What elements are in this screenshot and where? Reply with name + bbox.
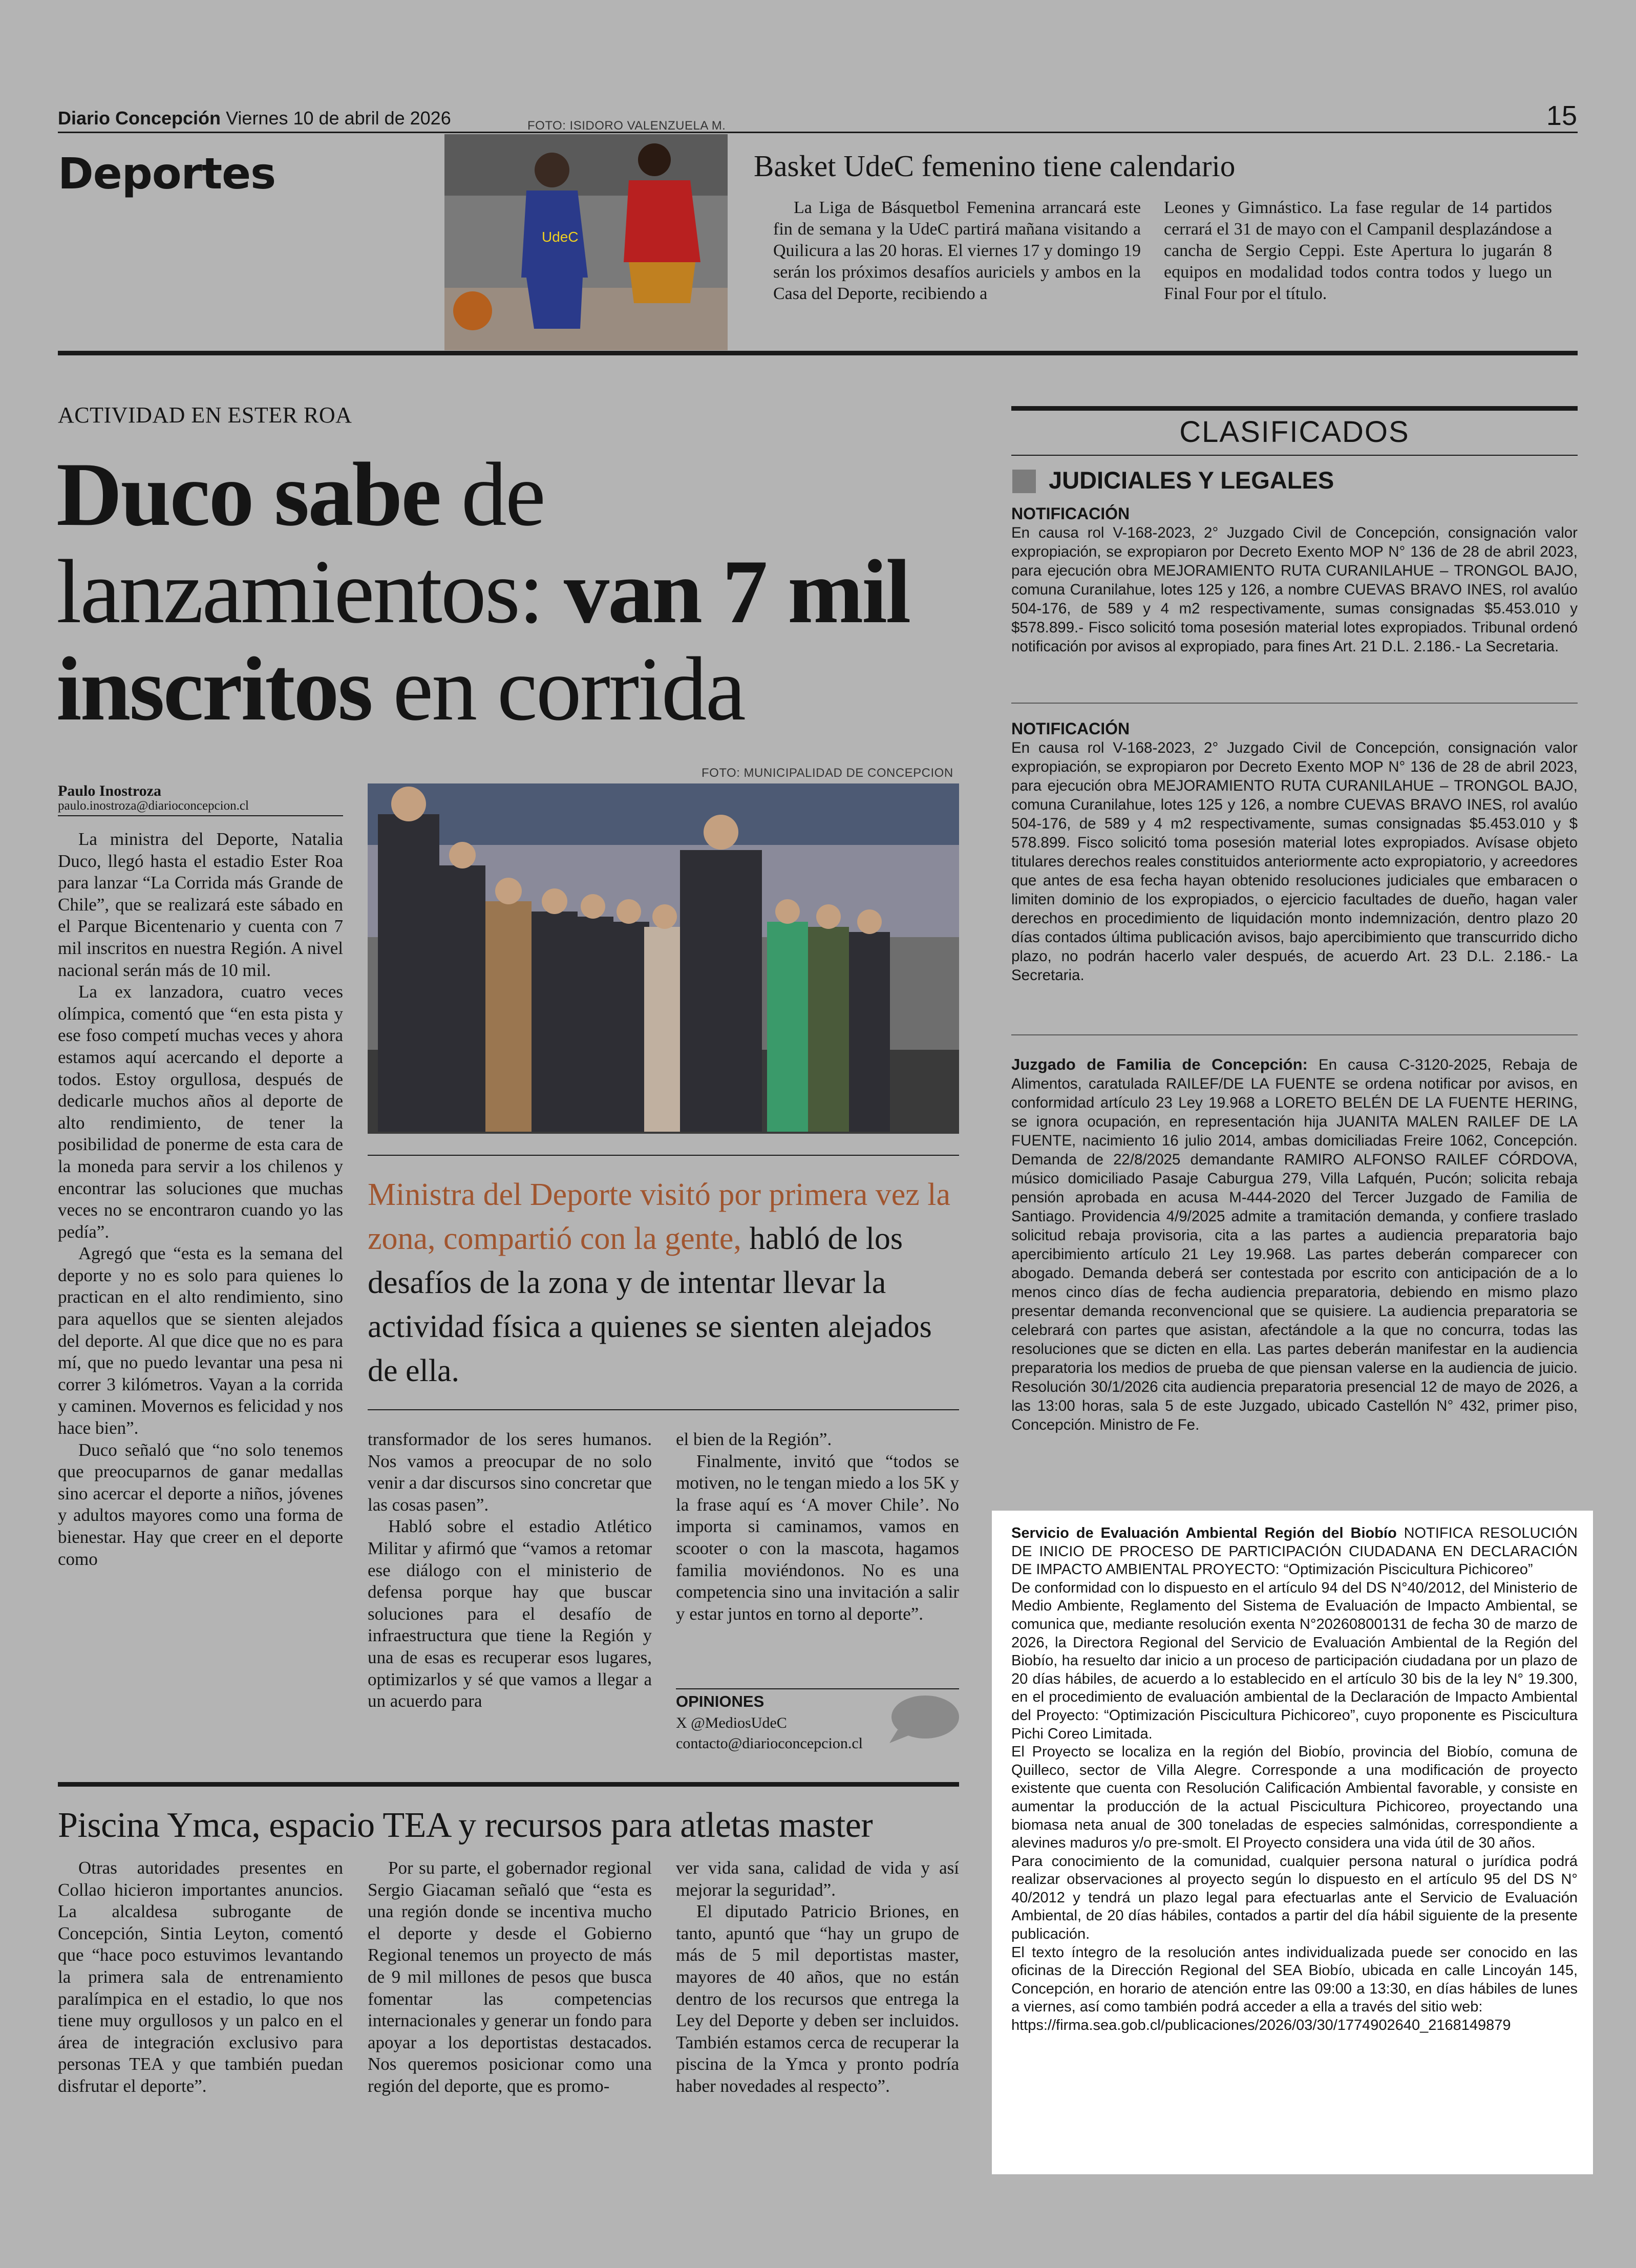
notice-2-rule [1011,1034,1578,1035]
pullquote-accent: Ministra del Deporte visitó por primera vez la zona, compartió con la gente, [368,1177,951,1256]
second-story-col1: Otras autoridades presentes en Collao hicieron importantes anuncios. La alcaldesa subrogante de Concepción, Sintia Leyton, comentó que “hace poco estuvimos levantando la primera sala de entrenamiento paralímpica en el estadio, lo que nos tiene muy orgullosos y un palco en el área de integración exclusivo para personas TEA y que también puedan disfrutar el deporte”. [58,1858,343,2096]
main-photo-credit: FOTO: MUNICIPALIDAD DE CONCEPCION [702,766,953,780]
notice-3 [1011,1055,1578,1434]
top-story-title: Basket UdeC femenino tiene calendario [754,149,1236,183]
notice-4-url[interactable]: https://firma.sea.gob.cl/publicaciones/2026/03/30/1774902640_2168149879 [1011,2017,1511,2034]
notice-4-p4: El texto íntegro de la resolución antes individualizada puede ser conocido en las oficinas de la Dirección Regional del SEA Biobío, ubicada en calle Lincoyán 145, Concepción, en horario de atención entre las 09:00 a 13:30, en días hábiles de lunes a viernes, así como también podrá acceder a ella a través del sitio web: [1011,1944,1578,2016]
issue-date: Viernes 10 de abril de 2026 [226,108,451,129]
author-rule [58,815,343,816]
second-story-col2: Por su parte, el gobernador regional Sergio Giacaman señaló que “esta es una región donde se incentiva mucho el deporte y desde el Gobierno Regional tenemos un proyecto de más de 9 mil millones de pesos que busca fomentar las competencias internacionales y generar un fondo para apoyar a los deportistas destacados. Nos queremos posicionar como una región del deporte, que es promo- [368,1858,652,2096]
opinions-label: OPINIONES [676,1692,764,1710]
top-story-col1: La Liga de Básquetbol Femenina arrancará este fin de semana y la UdeC partirá mañana visitando a Quilicura a las 20 horas. El viernes 17 y domingo 19 serán los próximos desafíos auriciels y ambos en la Casa del Deporte, recibiendo a [773,198,1141,303]
page-number: 15 [1546,100,1577,131]
header-rule [58,132,1578,133]
section-title: Deportes [58,149,276,199]
notice-1-body: En causa rol V-168-2023, 2° Juzgado Civil de Concepción, consignación valor expropiación, se expropiaron por Decreto Exento MOP N° 136 de 28 de abril 2023, para ejecución obra MEJORAMIENTO RUTA CURANILAHUE – TRONGOL BAJO, comuna Curanilahue, lotes 125 y 126, a nombre CUEVAS BRAVO INES, rol avalúo 504-176, de 589 y 4 m2 respectivamente, sumas consignadas $5.453.010 y $578.899.- Fisco solicitó toma posesión material lotes expropiados. Tribunal ordenó notificación por avisos al expropiado, para fines Art. 21 D.L. 2.186.- La Secretaria. [1011,524,1578,655]
press-event-photo [368,783,959,1134]
second-story-rule [58,1782,959,1787]
notice-1 [1011,504,1578,656]
second-headline: Piscina Ymca, espacio TEA y recursos para atletas master [58,1806,873,1845]
category-square-icon [1012,470,1036,493]
notice-2-body: En causa rol V-168-2023, 2° Juzgado Civil de Concepción, consignación valor expropiación, se expropiaron por Decreto Exento MOP N° 136 de 28 de abril 2023, para ejecución obra MEJORAMIENTO RUTA CURANILAHUE – TRONGOL BAJO, comuna Curanilahue, lotes 125 y 126, a nombre CUEVAS BRAVO INES, rol avalúo 504-176, de 589 y 4 m2 respectivamente, sumas consignadas $5.453.010 y $ 578.899. Fisco solicitó toma posesión material lotes expropiados. Avísase objeto titulares derechos reales constituidos anteriormente acto expropiatorio, y acreedores que antes de esa fecha hayan obtenido resoluciones judiciales que embaracen o limiten dominio de los expropiados, o ejercicio facultades de dueño, hagan valer derechos en procedimiento de liquidación monto indemnización, dentro plazo 20 días contados última publicación avisos, bajo apercibimiento que transcurrido dicho plazo, no podrán hacerlo valer después, de acuerdo Art. 23 D.L. 2.186.- La Secretaria. [1011,739,1578,984]
top-story-col2: Leones y Gimnástico. La fase regular de 14 partidos cerrará el 31 de mayo con el Campanil desplazándose a cancha de Sergio Ceppi. Este Apertura lo jugarán 8 equipos en modalidad todos contra todos y luego un Final Four por el título. [1164,198,1552,303]
opinions-handle[interactable]: X @MediosUdeC [676,1714,787,1731]
notice-2-title: NOTIFICACIÓN [1011,719,1130,738]
main-headline: Duco sabe de lanzamientos: van 7 mil inscritos en corrida [56,443,910,739]
masthead [58,108,451,129]
notice-3-body: En causa C-3120-2025, Rebaja de Alimentos, caratulada RAILEF/DE LA FUENTE se ordena notificar por avisos, en conformidad artículo 23 Ley 19.968 a LORETO BELÉN DE LA FUENTE HERING, se ignora ocupación, en representación hija JUANITA MALEN RAILEF DE LA FUENTE, nacimiento 16 julio 2014, ambas domiciliadas Freire 1062, Concepción. Demanda de 22/8/2025 demandante RAMIRO ALFONSO RAILEF CÓRDOVA, músico domiciliado Pasaje Caburgua 279, Villa Lafquén, Pucón; solicita rebaja pensión aprobada en acusa M-444-2020 del Tercer Juzgado de Familia de Santiago. Providencia 4/9/2025 admite a tramitación demanda, y confiere traslado solicitud rebaja provisoria, cita a las partes a audiencia preparatoria bajo apercibimiento artículo 21 Ley 19.968. Las partes deberán comparecer con abogado. Demanda deberá ser contestada por escrito con anticipación de a lo menos cinco días de fecha audiencia preparatoria, debiendo en mismo plazo presentar demanda reconvencional que se quisiere. La audiencia preparatoria se celebrará con partes que asistan, afectándole a la que no concurra, todas las resoluciones que se dicten en ella. Las partes deberán manifestar en la audiencia preparatoria los medios de prueba de que piensan valerse en la audiencia de juicio. Resolución 30/1/2026 cita audiencia preparatoria presencial 12 de mayo de 2026, a las 13:00 horas, sala 5 de este Juzgado, ubicado Castellón N° 432, primer piso, Concepción. Ministro de Fe. [1011,1056,1578,1433]
author-name: Paulo Inostroza [58,782,161,799]
pullquote-bottom-rule [368,1409,959,1410]
classifieds-top-rule [1011,406,1578,411]
notice-1-title: NOTIFICACIÓN [1011,504,1130,523]
main-kicker: ACTIVIDAD EN ESTER ROA [58,402,352,428]
second-story-col3: ver vida sana, calidad de vida y así mejorar la seguridad”. El diputado Patricio Briones, en tanto, apuntó que “hay un grupo de más de 5 mil deportistas master, mayores de 40 años, que no están dentro de los recursos que entrega la Ley del Deporte y deben ser incluidos. También estamos cerca de recuperar la piscina de la Ymca y pronto podría haber novedades al respecto”. [676,1858,959,2096]
notice-3-title: Juzgado de Familia de Concepción: [1011,1055,1308,1073]
main-story-col3: el bien de la Región”. Finalmente, invitó que “todos se motiven, no le tengan miedo a los 5K y la frase aquí es ‘A mover Chile’. No importa si caminamos, vamos en scooter o con la mascota, hagamos familia moviéndonos. No es una competencia sino una invitación a salir y estar juntos en torno al deporte”. [676,1429,959,1624]
classifieds-title-rule [1011,455,1578,456]
notice-4 [1011,1524,1578,2035]
main-story-col1: La ministra del Deporte, Natalia Duco, llegó hasta el estadio Ester Roa para lanzar “La Corrida más Grande de Chile”, que se realizará este sábado en el Parque Bicentenario y cuenta con 7 mil inscritos en nuestra Región. A nivel nacional serán más de 10 mil. La ex lanzadora, cuatro veces olímpica, comentó que “en esta pista y ese foso competí muchas veces y ahora estamos aquí acercando el deporte a todos. Estoy orgullosa, después de dedicarle muchos años al deporte de alto rendimiento, de tener la posibilidad de ponerme de esta cara de la moneda para servir a los chilenos y encontrar las soluciones que muchas veces no se encontraron cuando yo las pedía”. Agregó que “esta es la semana del deporte y no es solo para quienes lo practican en el alto rendimiento, sino para aquellos que se sienten alejados del deporte. Al que dice que no es para mí, que no puedo levantar una pesa ni correr 3 kilómetros. Vayan a la corrida y caminen. Movernos es felicidad y nos hace bien”. Duco señaló que “no solo tenemos que preocuparnos de ganar medallas sino acercar el deporte a niños, jóvenes y adultos mayores como una forma de bienestar. Hay que creer en el deporte como [58,829,343,1569]
main-story-col2: transformador de los seres humanos. Nos vamos a preocupar de no solo venir a dar discursos sino concretar que las cosas pasen”. Habló sobre el estadio Atlético Militar y afirmó que “vamos a retomar ese diálogo con el ministerio de defensa porque hay que buscar soluciones para el desafío de infraestructura que tiene la Región y una de esas es recuperar esos lugares, optimizarlos y sé que vamos a llegar a un acuerdo para [368,1429,652,1711]
top-story-rule [58,351,1578,355]
notice-4-p2: El Proyecto se localiza en la región del Biobío, provincia del Biobío, comuna de Quilleco, sector de Villa Alegre. Corresponde a una modificación de proyecto existente que cuenta con Resolución Calificación Ambiental favorable, y consiste en aumentar la producción de la actual Piscicultura Pichicoreo, proyectando una biomasa neta anual de 300 toneladas de especies salmónidas, correspondiente a alevines maduros y/o pre-smolt. El Proyecto considera una vida útil de 30 años. [1011,1744,1578,1852]
opinions-rule [676,1688,959,1689]
notice-4-p1: De conformidad con lo dispuesto en el artículo 94 del DS N°40/2012, del Ministerio de Medio Ambiente, Reglamento del Sistema de Evaluación de Impacto Ambiental, se comunica que, mediante resolución exenta N°20260800131 de fecha 30 de marzo de 2026, la Directora Regional del Servicio de Evaluación Ambiental de la Región del Biobío, ha resuelto dar inicio a un proceso de participación ciudadana por un plazo de 20 días hábiles, de acuerdo a lo establecido en el artículo 30 bis de la ley N° 19.300, en el procedimiento de evaluación ambiental de la Declaración de Impacto Ambiental del Proyecto: “Optimización Piscicultura Pichicoreo”, cuyo proponente es Piscicultura Pichi Coreo Limitada. [1011,1579,1578,1742]
classifieds-category: JUDICIALES Y LEGALES [1049,467,1334,494]
basketball-photo [444,134,728,350]
svg-text:UdeC: UdeC [542,229,579,245]
notice-2 [1011,719,1578,985]
notice-4-title: Servicio de Evaluación Ambiental Región del Biobío [1011,1525,1397,1541]
newspaper-name: Diario Concepción [58,108,221,129]
notice-1-rule [1011,703,1578,704]
pullquote-rest: habló de los desafíos de la zona y de intentar llevar la actividad física a quienes se sienten alejados de ella. [368,1221,932,1388]
speech-bubble-icon [887,1694,960,1745]
notice-4-p3: Para conocimiento de la comunidad, cualquier persona natural o jurídica podrá realizar observaciones al proyecto según lo dispuesto en el artículo 95 del DS N° 40/2012 y tendrá un plazo legal para efectuarlas ante el Servicio de Evaluación Ambiental, de 20 días hábiles, contados a partir del día hábil siguiente de la presente publicación. [1011,1853,1578,1943]
top-photo-credit: FOTO: ISIDORO VALENZUELA M. [527,119,726,133]
classifieds-title: CLASIFICADOS [1179,415,1410,449]
author-email[interactable]: paulo.inostroza@diarioconcepcion.cl [58,799,249,813]
pullquote [368,1173,959,1393]
pullquote-top-rule [368,1155,959,1156]
notice-4-head: NOTIFICA RESOLUCIÓN DE INICIO DE PROCESO DE PARTICIPACIÓN CIUDADANA EN DECLARACIÓN DE IMPACTO AMBIENTAL PROYECTO: “Optimización Piscicultura Pichicoreo” [1011,1525,1578,1578]
opinions-email[interactable]: contacto@diarioconcepcion.cl [676,1735,863,1752]
